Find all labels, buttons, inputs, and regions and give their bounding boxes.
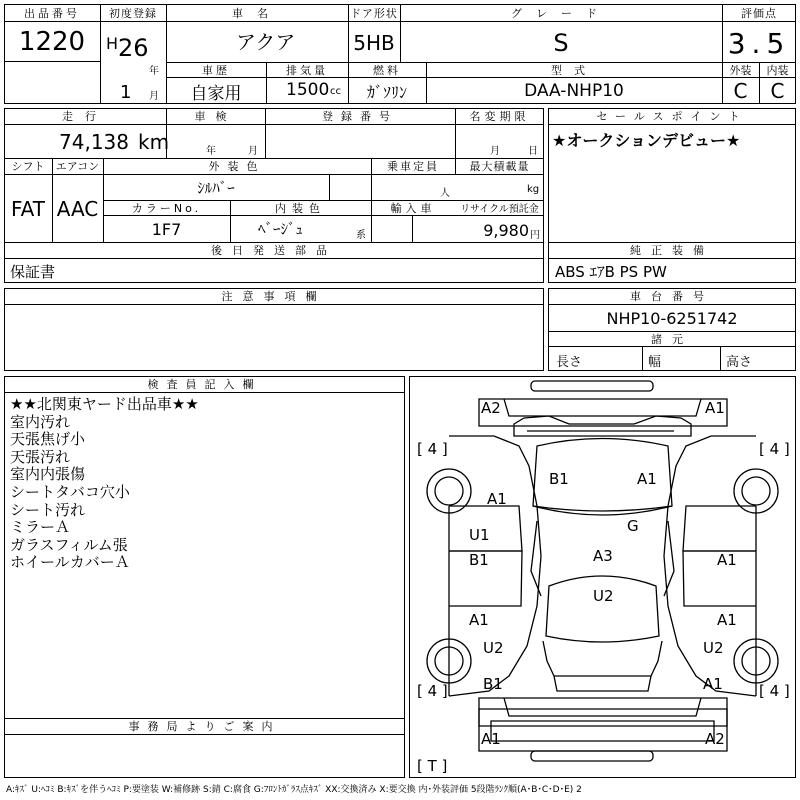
history: 自家用 [190, 83, 242, 104]
ac-label: エアコン [55, 160, 100, 173]
car-diagram [409, 376, 796, 778]
max-load-label: 最大積載量 [469, 160, 530, 173]
equipment-label: 純正装備 [630, 244, 714, 257]
spare-tire: [ T ] [417, 757, 448, 775]
capacity-unit: 人 [440, 188, 450, 199]
inspector-notes [10, 396, 400, 572]
model: DAA-NHP10 [524, 81, 624, 101]
lot-number-label: 出品番号 [24, 6, 80, 20]
damage-mark: B1 [549, 470, 569, 488]
first-reg-month: 1 [120, 82, 132, 103]
tire-tl: [ 4 ] [417, 440, 448, 458]
exterior-grade: C [733, 79, 748, 103]
color-number: 1F7 [151, 220, 182, 239]
tire-br: [ 4 ] [759, 682, 790, 700]
later-parts-label: 後日発送部品 [211, 244, 337, 257]
damage-mark: A1 [481, 730, 501, 748]
recycle-fee-label: リサイクル預託金 [460, 204, 539, 215]
interior-label: 内装 [766, 63, 789, 77]
mileage-label: 走行 [62, 110, 108, 123]
grade: S [553, 29, 569, 57]
inspector-label: 検査員記入欄 [147, 378, 262, 391]
damage-mark: B1 [469, 551, 489, 569]
name-change-day-unit: 日 [528, 146, 538, 157]
tire-tr: [ 4 ] [759, 440, 790, 458]
inspection-label: 車検 [194, 110, 237, 123]
first-registration-label: 初度登録 [109, 6, 157, 20]
damage-mark: U1 [469, 526, 490, 544]
month-unit: 月 [149, 91, 159, 102]
width-label: 幅 [648, 355, 662, 370]
notes-label: 注意事項欄 [221, 290, 327, 303]
inspector-line: シート汚れ [10, 500, 86, 519]
damage-mark: G [627, 517, 639, 535]
later-parts: 保証書 [10, 262, 56, 281]
inspector-line: ガラスフィルム張 [10, 535, 128, 554]
recycle-fee-unit: 円 [530, 230, 540, 241]
era: H [106, 34, 119, 53]
inspector-line: シートタバコ穴小 [10, 482, 130, 501]
damage-mark: A1 [717, 611, 737, 629]
damage-mark: A1 [487, 490, 507, 508]
dimensions-label: 諸元 [651, 332, 693, 346]
shift: FAT [10, 197, 45, 221]
model-label: 型式 [551, 63, 597, 77]
door-type: 5HB [353, 31, 395, 55]
name-change-month-unit: 月 [490, 146, 500, 157]
air-conditioner: AAC [56, 197, 99, 221]
inspector-line: ★★北関東ヤード出品車★★ [10, 395, 199, 413]
damage-mark: A1 [717, 551, 737, 569]
legend: A:ｷｽﾞ U:ﾍｺﾐ B:ｷｽﾞを伴うﾍｺﾐ P:要塗装 W:補修跡 S:錆 C:腐食 G:ﾌﾛﾝﾄｶﾞﾗｽ点ｷｽﾞ XX:交換済み X:要交換 内･外装評価 5段階ﾗﾝｸ順(A･B･C･D･E) 2 [6, 784, 582, 795]
exterior-color: ｼﾙﾊﾞｰ [197, 179, 235, 197]
exterior-label: 外装 [729, 63, 752, 77]
damage-mark: U2 [483, 639, 504, 657]
exterior-color-label: 外装色 [208, 160, 266, 173]
sales-point-label: セールスポイント [596, 110, 748, 123]
damage-mark: A1 [469, 611, 489, 629]
damage-mark: A1 [703, 675, 723, 693]
capacity-label: 乗車定員 [387, 160, 439, 173]
inspector-line: 天張汚れ [10, 447, 71, 466]
fuel: ｶﾞｿﾘﾝ [366, 82, 407, 102]
lot-number: 1220 [18, 27, 86, 57]
color-number-label: カラーNo. [131, 201, 202, 215]
interior-grade: C [770, 79, 785, 103]
office-label: 事務局よりご案内 [128, 720, 281, 733]
interior-color-label: 内装色 [275, 201, 326, 215]
damage-mark: A1 [637, 470, 657, 488]
interior-color-suffix: 系 [356, 230, 366, 241]
interior-color: ﾍﾞｰｼﾞｭ [258, 220, 304, 238]
damage-mark: A2 [481, 399, 501, 417]
registration-number-label: 登録番号 [322, 110, 398, 123]
year-unit: 年 [149, 66, 159, 77]
chassis-number: NHP10-6251742 [606, 308, 738, 328]
shift-label: シフト [11, 160, 45, 173]
first-reg-year: 26 [118, 34, 149, 62]
sales-point-text: ★オークションデビュー★ [552, 131, 741, 150]
recycle-fee: 9,980 [483, 220, 529, 240]
displacement-unit: cc [330, 86, 341, 97]
max-load-unit: kg [527, 184, 540, 195]
inspection-year-unit: 年 [206, 146, 216, 157]
damage-mark: A1 [705, 399, 725, 417]
damage-mark: B1 [483, 675, 503, 693]
score-label: 評価点 [741, 6, 777, 20]
displacement: 1500 [286, 80, 330, 100]
inspector-line: ホイールカバーＡ [10, 553, 130, 572]
height-label: 高さ [726, 355, 753, 370]
inspector-line: ミラーＡ [10, 518, 71, 537]
equipment: ABS ｴｱB PS PW [555, 262, 667, 281]
damage-mark: A3 [593, 547, 613, 565]
car-name-label: 車名 [232, 6, 282, 20]
displacement-label: 排気量 [286, 63, 328, 77]
door-type-label: ドア形状 [350, 6, 398, 20]
fuel-label: 燃料 [373, 63, 401, 77]
inspector-line: 室内内張傷 [10, 465, 86, 484]
damage-mark: U2 [703, 639, 724, 657]
name-change-label: 名変期限 [469, 110, 530, 123]
inspector-line: 天張焦げ小 [10, 430, 86, 449]
damage-mark: A2 [705, 730, 725, 748]
score: 3.5 [727, 26, 791, 60]
tire-bl: [ 4 ] [417, 682, 448, 700]
length-label: 長さ [556, 355, 583, 370]
mileage-unit: km [138, 130, 170, 154]
chassis-label: 車台番号 [630, 290, 714, 303]
inspection-month-unit: 月 [248, 146, 258, 157]
grade-label: グレード [511, 6, 611, 20]
history-label: 車歴 [202, 63, 230, 77]
inspector-line: 室内汚れ [10, 412, 71, 431]
import-label: 輸入車 [390, 201, 436, 215]
car-name: アクア [236, 30, 296, 54]
damage-mark: U2 [593, 587, 614, 605]
mileage: 74,138 [59, 130, 129, 154]
